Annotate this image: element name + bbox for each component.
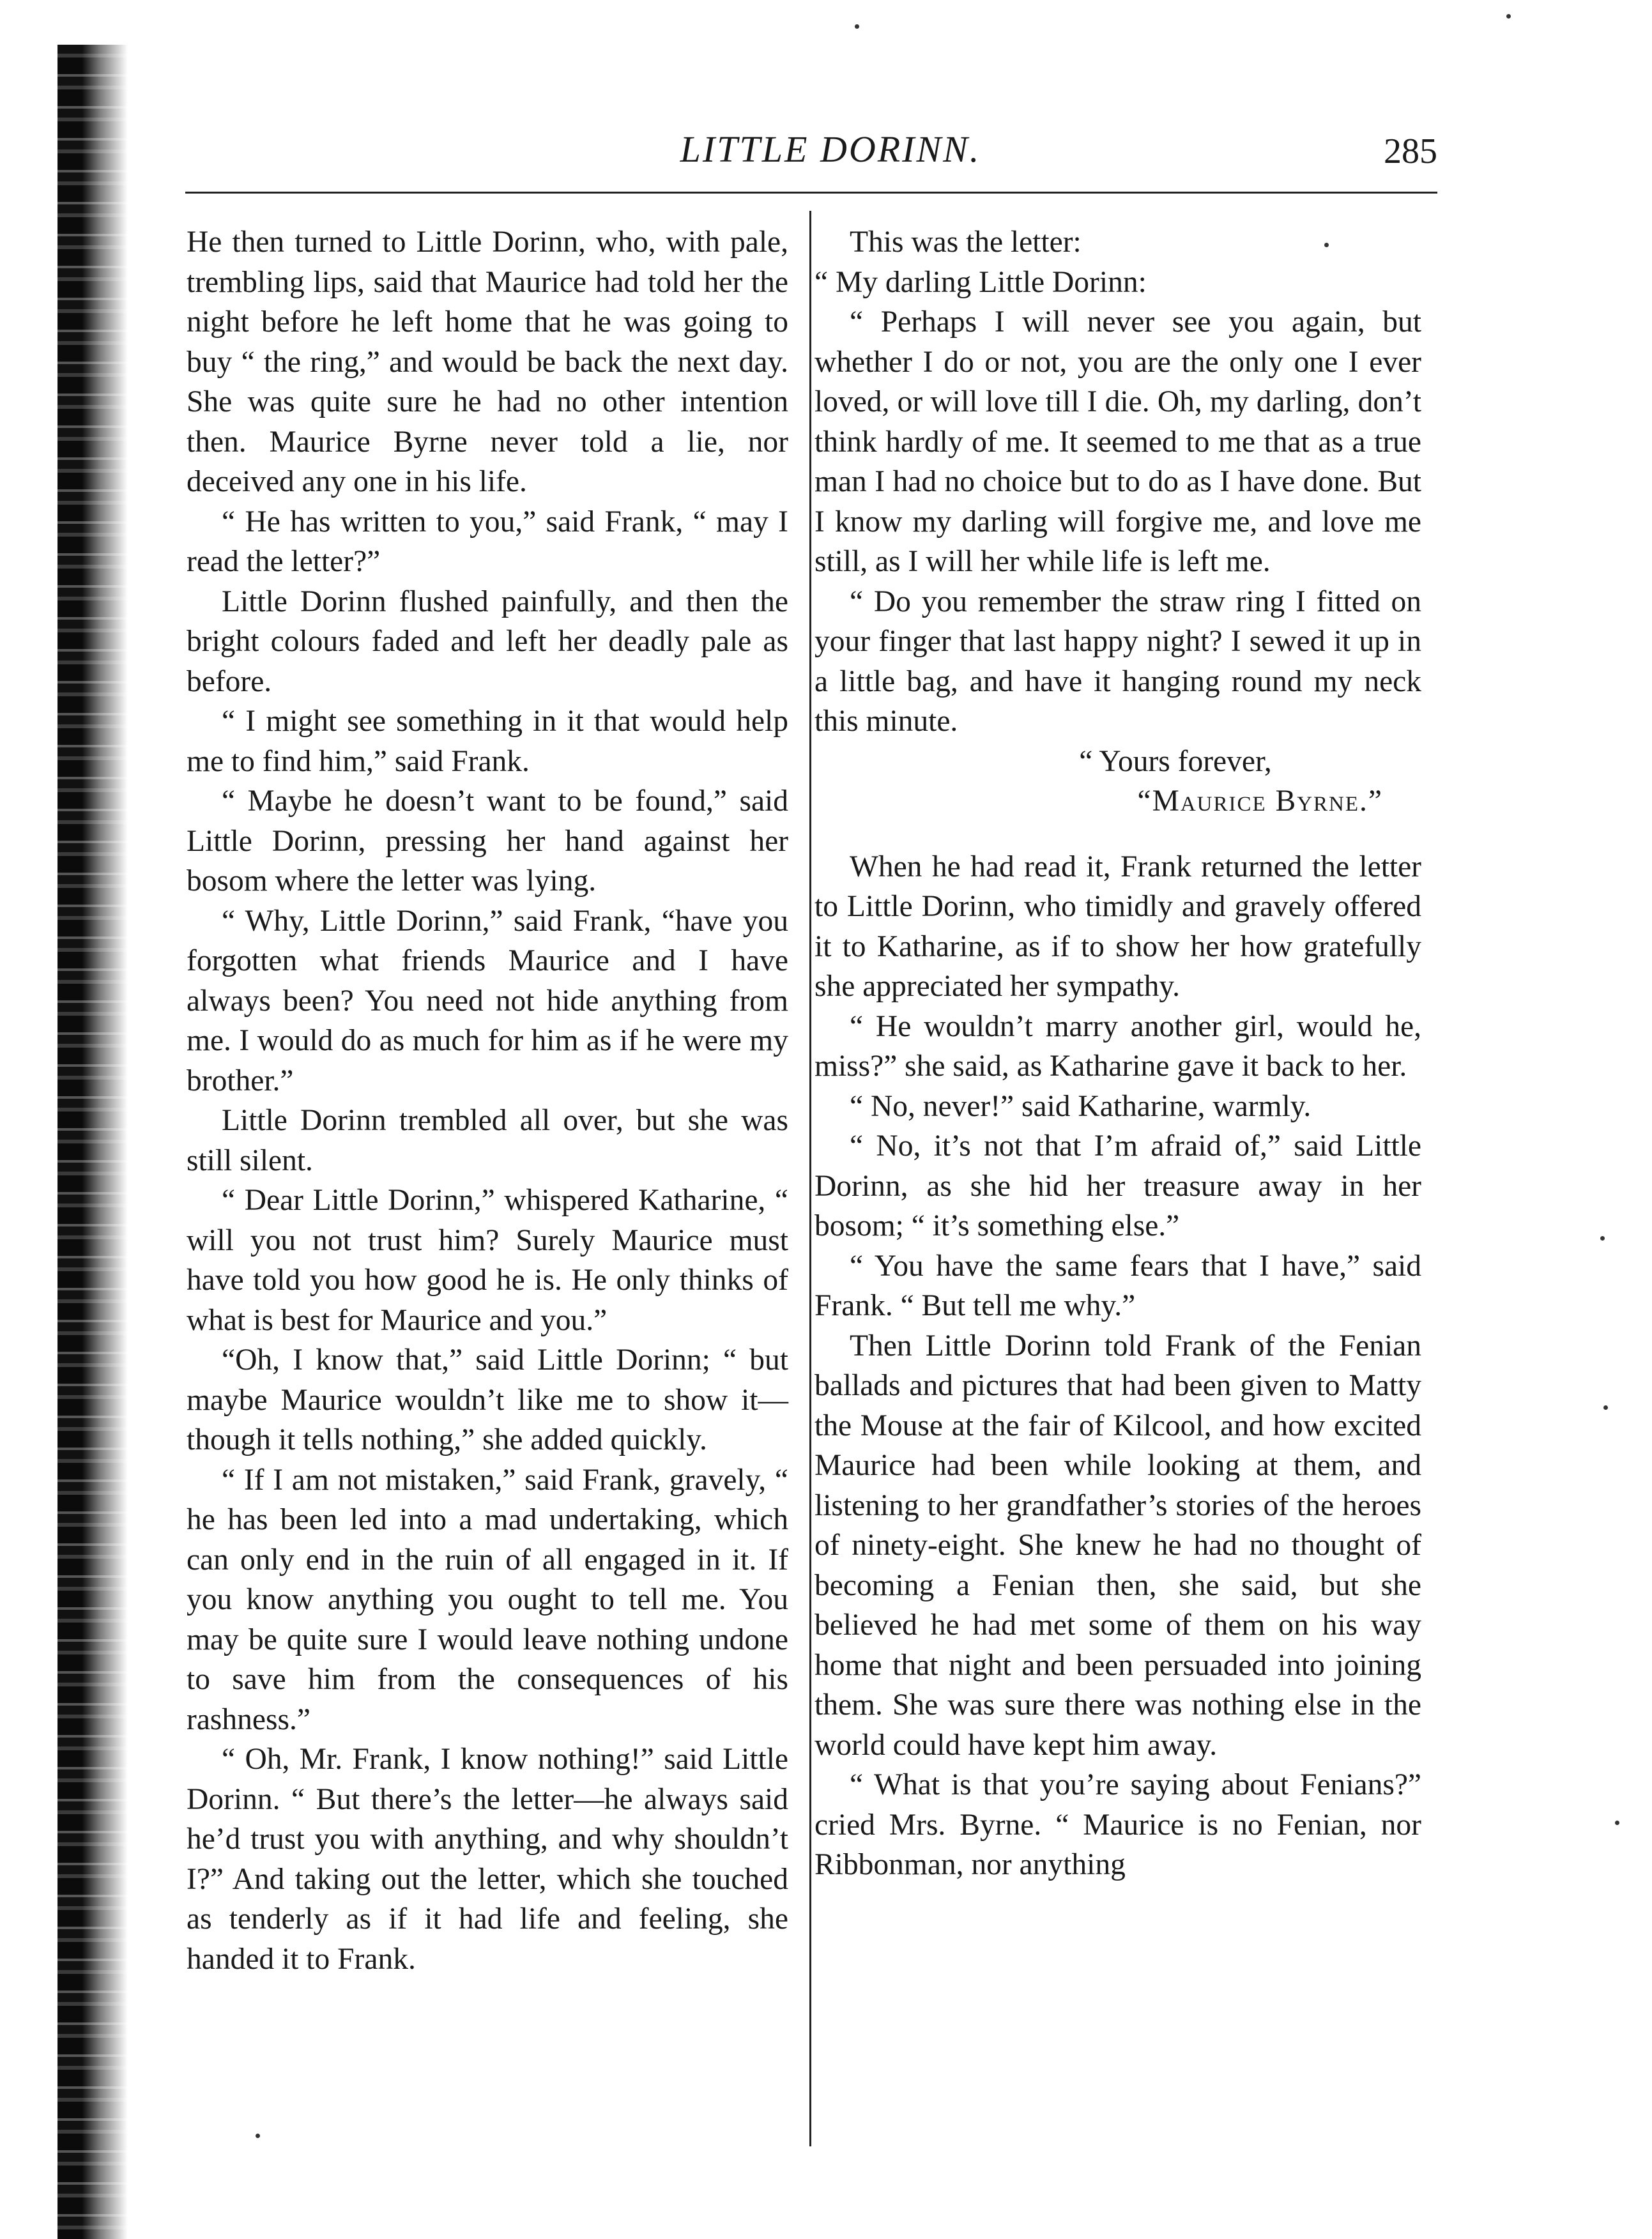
paragraph: “ Oh, Mr. Frank, I know nothing!” said Little Dorinn. “ But there’s the letter—he always said he’d trust you with anything, and why shouldn’t I?” And taking out the letter, which she touched as tenderly as if it had life and feeling, she handed it to Frank. bbox=[187, 1743, 788, 1976]
letter-paragraph: “ Perhaps I will never see you again, but whether I do or not, you are the only one I ever loved, or will love till I die. Oh, my darling, don’t think hardly of me. It seemed to me that as a true man I had no choice but to do as I have done. But I know my darling will forgive me, and love me still, as I will her while life is left me. bbox=[815, 305, 1421, 578]
paragraph: Then Little Dorinn told Frank of the Fenian ballads and pictures that had been given to Matty the Mouse at the fair of Kilcool, and how excited Maurice had been while looking at them, and listening to her grandfather’s stories of the heroes of ninety-eight. She knew he had no thought of becoming a Fenian then, she said, but she believed he had met some of them on his way home that night and been persuaded into joining them. She was sure there was nothing else in the world could have kept him away. bbox=[815, 1329, 1421, 1762]
letter-intro: This was the letter: bbox=[850, 225, 1082, 259]
paragraph: “ Dear Little Dorinn,” whispered Katharine, “ will you not trust him? Surely Maurice must have told you how good he is. He only thinks of what is best for Maurice and you.” bbox=[187, 1184, 788, 1337]
page-number: 285 bbox=[1384, 132, 1437, 171]
ink-speck bbox=[855, 24, 859, 29]
paragraph: When he had read it, Frank returned the letter to Little Dorinn, who timidly and gravely offered it to Katharine, as if to show her how gratefully she appreciated her sympathy. bbox=[815, 850, 1421, 1003]
paragraph: “ You have the same fears that I have,” said Frank. “ But tell me why.” bbox=[815, 1249, 1421, 1322]
ink-speck bbox=[1506, 14, 1511, 19]
column-divider bbox=[809, 211, 811, 2146]
left-column bbox=[187, 222, 788, 1979]
paragraph: “Oh, I know that,” said Little Dorinn; “ but maybe Maurice wouldn’t like me to show it—though it tells nothing,” she added quickly. bbox=[187, 1343, 788, 1456]
header-rule bbox=[185, 192, 1437, 194]
letter-signature: “Maurice Byrne.” bbox=[1137, 784, 1383, 818]
paragraph: “ No, never!” said Katharine, warmly. bbox=[850, 1089, 1312, 1123]
ink-speck bbox=[1600, 1236, 1605, 1241]
book-spine-shadow bbox=[57, 45, 128, 2239]
letter-paragraph: “ Do you remember the straw ring I fitted on your finger that last happy night? I sewed it up in a little bag, and have it hanging round my neck this minute. bbox=[815, 585, 1421, 738]
paragraph: “ I might see something in it that would help me to find him,” said Frank. bbox=[187, 705, 788, 778]
paragraph: “ What is that you’re saying about Fenians?” cried Mrs. Byrne. “ Maurice is no Fenian, nor Ribbonman, nor anything bbox=[815, 1768, 1421, 1881]
paragraph: Little Dorinn flushed painfully, and then the bright colours faded and left her deadly pale as before. bbox=[187, 585, 788, 698]
running-title: LITTLE DORINN. bbox=[680, 128, 981, 170]
paragraph: “ He has written to you,” said Frank, “ may I read the letter?” bbox=[187, 505, 788, 578]
paragraph: “ Why, Little Dorinn,” said Frank, “have you forgotten what friends Maurice and I have always been? You need not hide anything from me. I would do as much for him as if he were my brother.” bbox=[187, 904, 788, 1097]
letter-salutation: “ My darling Little Dorinn: bbox=[815, 265, 1147, 299]
letter-closing: “ Yours forever, bbox=[1079, 744, 1272, 778]
paragraph: “ No, it’s not that I’m afraid of,” said Little Dorinn, as she hid her treasure away in her bosom; “ it’s something else.” bbox=[815, 1129, 1421, 1242]
ink-speck bbox=[1615, 1821, 1619, 1825]
paragraph: “ If I am not mistaken,” said Frank, gravely, “ he has been led into a mad undertaking, which can only end in the ruin of all engaged in it. If you know anything you ought to tell me. You may be quite sure I would leave nothing undone to save him from the consequences of his rashness.” bbox=[187, 1463, 788, 1736]
ink-speck bbox=[1603, 1405, 1608, 1410]
paragraph: “ He wouldn’t marry another girl, would he, miss?” she said, as Katharine gave it back to her. bbox=[815, 1009, 1421, 1083]
paragraph: Little Dorinn trembled all over, but she was still silent. bbox=[187, 1104, 788, 1177]
paragraph: He then turned to Little Dorinn, who, with pale, trembling lips, said that Maurice had told her the night before he left home that he was going to buy “ the ring,” and would be back the next day. She was quite sure he had no other intention then. Maurice Byrne never told a lie, nor deceived any one in his life. bbox=[187, 225, 788, 498]
right-column bbox=[815, 222, 1421, 1885]
ink-speck bbox=[256, 2134, 260, 2138]
paragraph: “ Maybe he doesn’t want to be found,” said Little Dorinn, pressing her hand against her bosom where the letter was lying. bbox=[187, 784, 788, 898]
